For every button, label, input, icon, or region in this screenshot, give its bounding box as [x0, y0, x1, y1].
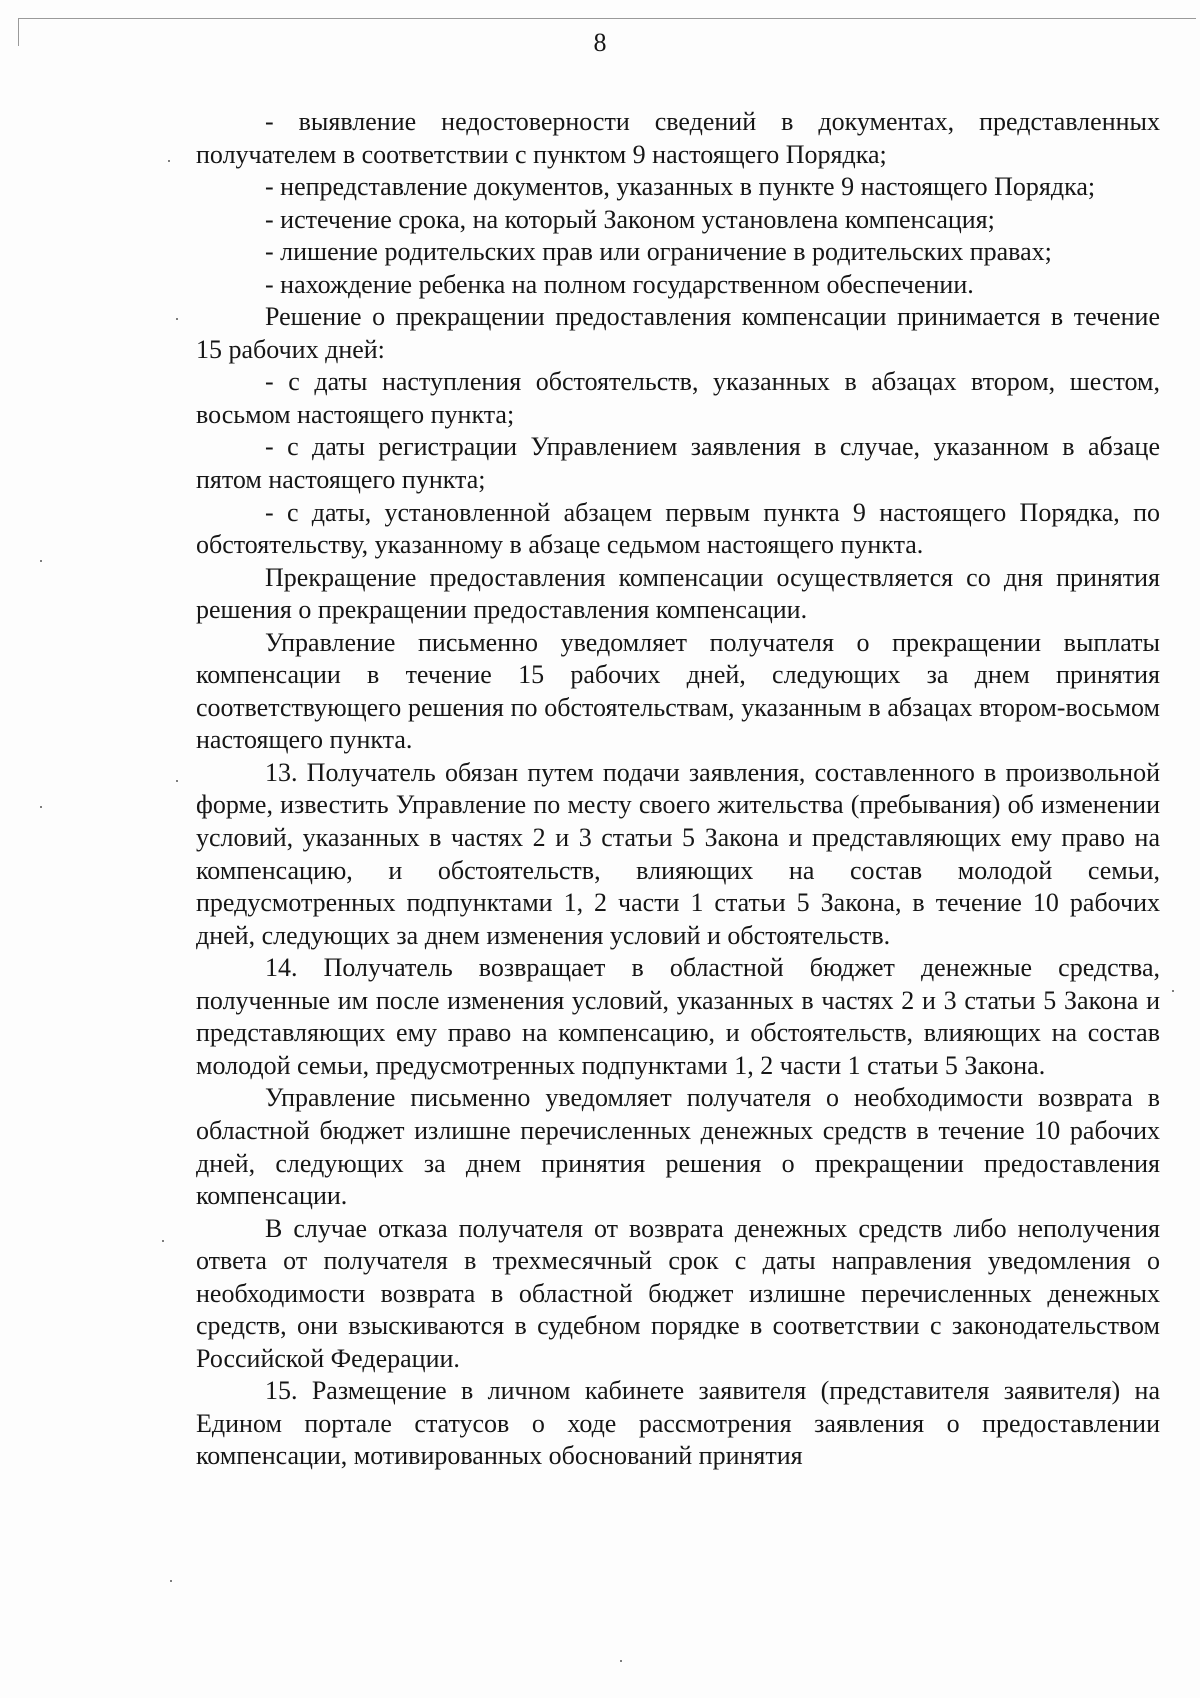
paragraph: 13. Получатель обязан путем подачи заявления, составленного в произвольной форме, известить Управление по месту своего жительства (пребывания) об изменении условий, указанных в частях 2 и 3 статьи 5 Закона и представляющих ему право на компенсацию, и обстоятельств, влияющих на состав молодой семьи, предусмотренных подпунктами 1, 2 части 1 статьи 5 Закона, в течение 10 рабочих дней, следующих за днем изменения условий и обстоятельств.	[196, 757, 1160, 950]
paragraph: - с даты, установленной абзацем первым пункта 9 настоящего Порядка, по обстоятельству, указанному в абзаце седьмом настоящего пункта.	[196, 497, 1160, 560]
paragraph: Решение о прекращении предоставления компенсации принимается в течение 15 рабочих дней:	[196, 302, 1160, 364]
paragraph: 15. Размещение в личном кабинете заявителя (представителя заявителя) на Едином портале статусов о ходе рассмотрения заявления о предоставлении компенсации, мотивированных обоснований принятия	[196, 1376, 1160, 1471]
paragraph: - выявление недостоверности сведений в документах, представленных получателем в соответствии с пунктом 9 настоящего Порядка;	[196, 107, 1160, 169]
paragraph: - непредставление документов, указанных в пункте 9 настоящего Порядка;	[265, 172, 1096, 202]
scan-speck	[176, 318, 178, 320]
scan-border-top	[18, 18, 1196, 19]
scan-speck	[170, 1580, 172, 1582]
paragraph: - истечение срока, на который Законом установлена компенсация;	[265, 204, 995, 234]
page-number: 8	[593, 28, 607, 57]
paragraph: Управление письменно уведомляет получателя о прекращении выплаты компенсации в течение 15 рабочих дней, следующих за днем принятия соответствующего решения по обстоятельствам, указанным в абзацах втором-восьмом настоящего пункта.	[196, 627, 1160, 755]
scan-speck	[1172, 990, 1174, 992]
scan-speck	[40, 560, 42, 562]
paragraph: 14. Получатель возвращает в областной бюджет денежные средства, полученные им после изменения условий, указанных в частях 2 и 3 статьи 5 Закона и представляющих ему право на компенсацию, и обстоятельств, влияющих на состав молодой семьи, предусмотренных подпунктами 1, 2 части 1 статьи 5 Закона.	[196, 953, 1160, 1080]
scan-speck	[168, 160, 170, 162]
paragraph: Прекращение предоставления компенсации осуществляется со дня принятия решения о прекращении предоставления компенсации.	[196, 562, 1160, 625]
scan-speck	[620, 1660, 622, 1662]
document-body	[196, 106, 1160, 1473]
paragraph: - нахождение ребенка на полном государственном обеспечении.	[265, 269, 974, 299]
scan-speck	[176, 780, 178, 782]
paragraph: - с даты наступления обстоятельств, указанных в абзацах втором, шестом, восьмом настоящего пункта;	[196, 367, 1160, 429]
scan-speck	[40, 806, 42, 808]
paragraph: - с даты регистрации Управлением заявления в случае, указанном в абзаце пятом настоящего пункта;	[196, 432, 1160, 495]
paragraph: - лишение родительских прав или ограничение в родительских правах;	[265, 237, 1052, 267]
paragraph: В случае отказа получателя от возврата денежных средств либо неполучения ответа от получателя в трехмесячный срок с даты направления уведомления о необходимости возврата в областной бюджет излишне перечисленных денежных средств, они взыскиваются в судебном порядке в соответствии с законодательством Российской Федерации.	[196, 1213, 1160, 1373]
paragraph: Управление письменно уведомляет получателя о необходимости возврата в областной бюджет излишне перечисленных денежных средств в течение 10 рабочих дней, следующих за днем принятия решения о прекращении предоставления компенсации.	[196, 1083, 1160, 1211]
scan-speck	[162, 1240, 164, 1242]
